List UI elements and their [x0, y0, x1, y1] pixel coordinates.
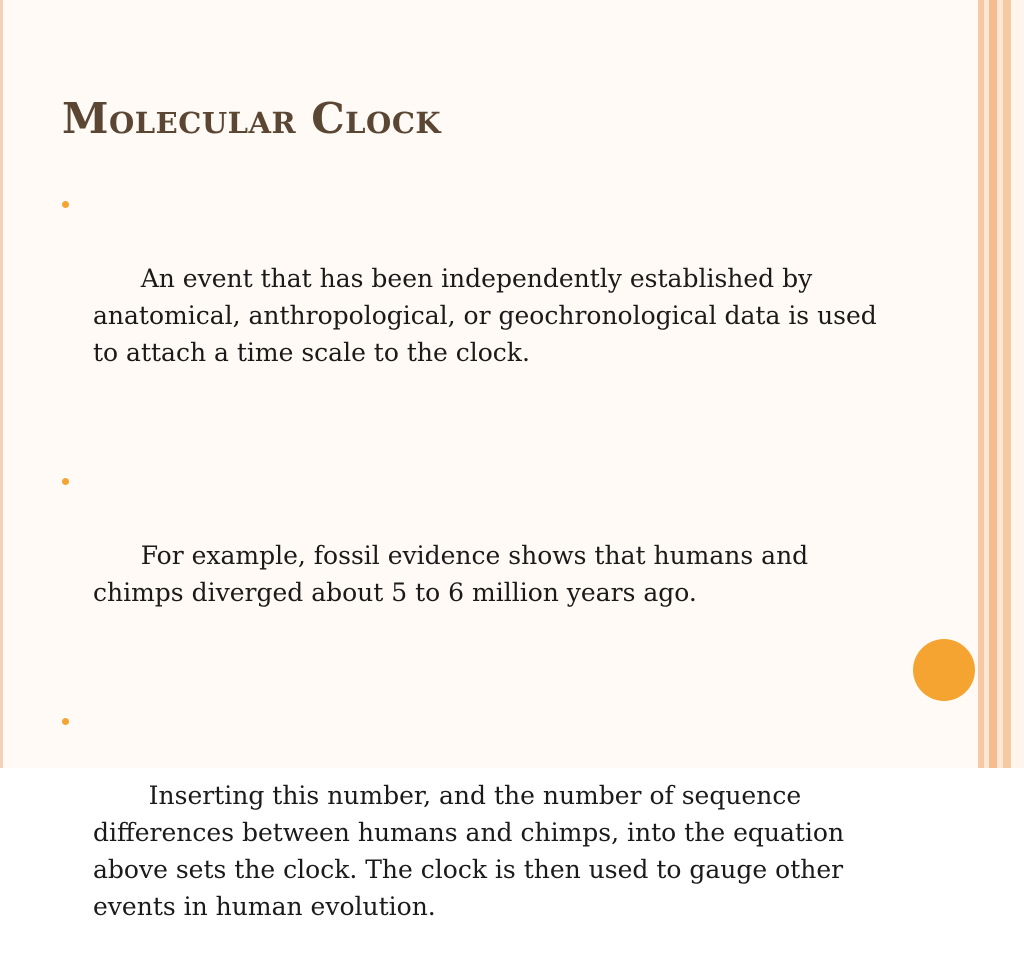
bullet-text: Inserting this number, and the number of sequence differences between humans and chimps, into the equation above sets the clock. The clock is then used to gauge other events in human evolution. [93, 781, 853, 921]
bullet-item [62, 463, 882, 648]
accent-circle-decoration [913, 639, 975, 701]
left-border-decoration [0, 0, 3, 768]
bullet-dot-icon [62, 718, 69, 725]
bullet-list [62, 186, 885, 962]
bullet-item [62, 703, 882, 962]
bullet-dot-icon [62, 478, 69, 485]
right-stripe-decoration [1003, 0, 1011, 768]
right-stripe-decoration [989, 0, 997, 768]
bullet-dot-icon [62, 201, 69, 208]
bullet-text: An event that has been independently established by anatomical, anthropological, or geochronological data is used to attach a time scale to the clock. [93, 264, 885, 367]
right-stripe-decoration [1011, 0, 1024, 768]
bullet-text: For example, fossil evidence shows that humans and chimps diverged about 5 to 6 million years ago. [93, 541, 817, 607]
bullet-item [62, 186, 885, 408]
slide-title: Molecular Clock [62, 94, 442, 143]
